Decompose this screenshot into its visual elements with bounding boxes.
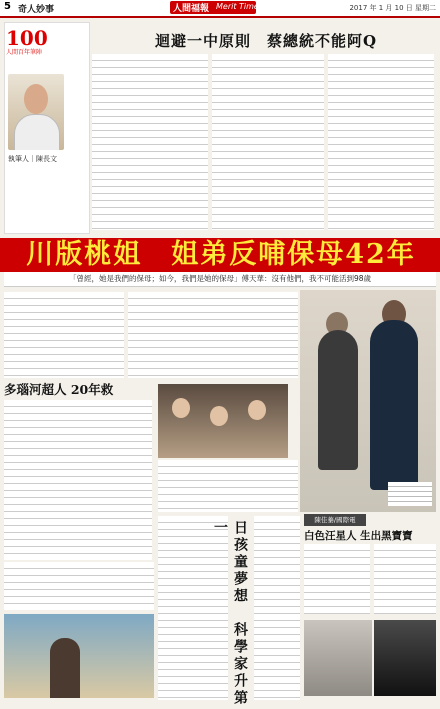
feature-photo — [300, 290, 436, 512]
banner-headline: 川版桃姐 姐弟反哺保母42年 — [26, 239, 416, 270]
feature-banner — [0, 238, 440, 272]
newspaper-logo — [170, 1, 264, 14]
pull-quote: 「曾經，她是我們的保母；如今，我們是她的保母」傅天華：沒有他們，我不可能活到98歲 — [4, 272, 436, 287]
box-story-title: 白色汪星人 生出黑寶寶 — [304, 530, 413, 542]
page-header — [0, 0, 440, 18]
anniversary-badge — [6, 26, 66, 60]
white-dog-photo — [304, 620, 372, 696]
article-text-block — [4, 562, 154, 610]
article-text-block — [4, 292, 124, 378]
article-text-block — [92, 54, 208, 230]
family-photo — [158, 384, 288, 458]
logo-text-en: Merit Times — [216, 2, 264, 11]
river-rescue-photo — [4, 614, 154, 698]
article-text-block — [328, 54, 434, 230]
article-text-block — [4, 400, 152, 560]
article-text-block — [128, 292, 298, 378]
article-text-block — [374, 544, 436, 614]
page-number: 5 — [4, 1, 11, 12]
section-name: 奇人妙事 — [18, 5, 55, 15]
article-text-block — [304, 544, 370, 614]
sub-story-title-vertical: 日孩童夢想 科學家升第一 — [212, 520, 248, 707]
author-byline: 執筆人｜陳長文 — [8, 155, 57, 163]
lead-article-title: 迴避一中原則 蔡總統不能阿Q — [154, 32, 378, 50]
article-text-block — [158, 460, 298, 512]
black-puppies-photo — [374, 620, 436, 696]
badge-tagline: 人間百年筆陣 — [6, 49, 43, 56]
logo-text: 人間福報 — [173, 4, 210, 14]
article-text-block — [212, 54, 324, 230]
author-photo — [8, 74, 64, 150]
sub-story-title: 多瑙河超人 20年救 — [4, 382, 114, 397]
article-text-block — [158, 516, 228, 700]
article-text-block — [254, 516, 300, 700]
box-story-label: 陳佳蓁/國際電 — [304, 514, 366, 526]
badge-number: 100 — [6, 26, 48, 50]
photo-caption — [388, 482, 432, 506]
issue-date: 2017 年 1 月 10 日 星期二 — [349, 4, 436, 12]
